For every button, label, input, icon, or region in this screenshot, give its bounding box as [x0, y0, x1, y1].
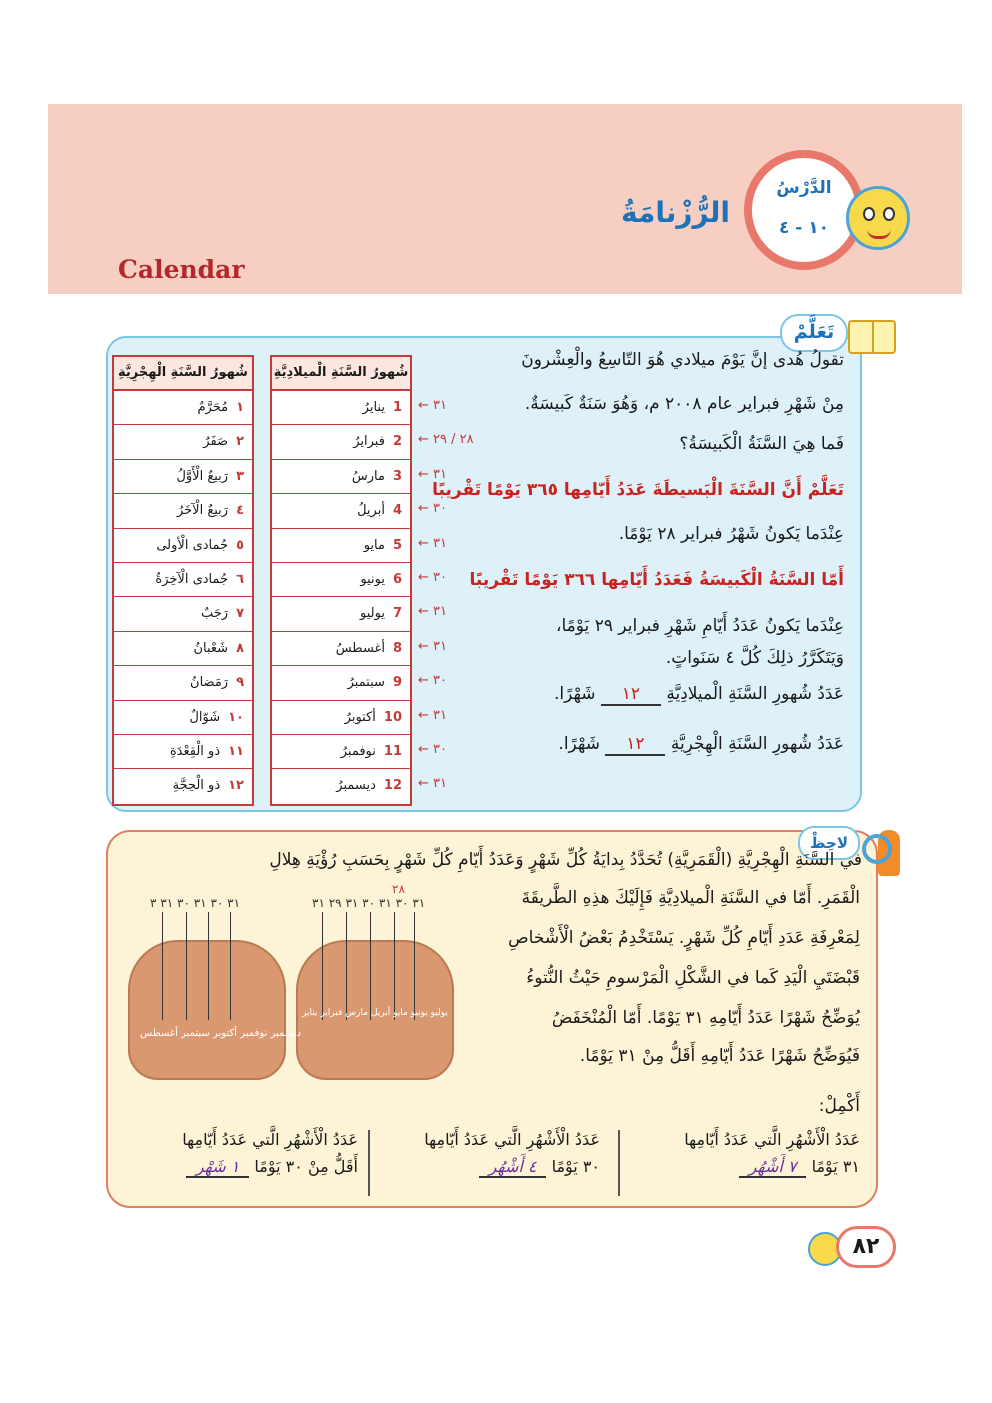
- arrow-left-icon: ←: [418, 673, 429, 689]
- hijri-months-table: [112, 355, 254, 806]
- clock-mouth-icon: [867, 229, 891, 239]
- magnifier-icon: [862, 834, 892, 864]
- learn-line: فَما هِيَ السَّنَةُ الْكَبيسَةُ؟: [679, 434, 844, 454]
- table-row: ١١ ذو الْقِعْدَةِ: [114, 735, 252, 769]
- table-row: 7 يوليو: [272, 597, 410, 631]
- pointer-line: [414, 912, 415, 1020]
- day-count-mark: ← ٣٠: [418, 569, 448, 585]
- day-count-mark: ← ٣١: [418, 398, 448, 413]
- table-header: شُهورُ السَّنَةِ الْميلادِيَّةِ: [272, 357, 410, 391]
- table-row: ٩ رَمَضانُ: [114, 666, 252, 700]
- day-count-mark: ← ٣١: [418, 776, 448, 792]
- greg-months-count-line: [554, 684, 844, 706]
- hijri-count-label: عَدَدُ شُهورِ السَّنَةِ الْهِجْرِيَّةِ: [670, 734, 844, 754]
- arrow-left-icon: ←: [418, 398, 429, 413]
- table-row: 3 مارسُ: [272, 460, 410, 494]
- day-count-mark: ← ٢٨ / ٢٩: [418, 432, 474, 448]
- arrow-left-icon: ←: [418, 466, 429, 482]
- table-row: 1 ينايرُ: [272, 391, 410, 425]
- notice-label: لاحِظْ: [798, 826, 860, 860]
- right-hand-day-numbers: ٣١ ٣٠ ٣١ ٣٠ ٣١ ٢٩ ٣١: [312, 896, 426, 910]
- left-hand-months: ديسمبر نوفمبر أكتوبر سبتمبر أغسطس: [140, 1028, 301, 1039]
- learn-line: مِنْ شَهْرِ فبراير عام ٢٠٠٨ م، وَهُوَ سَنَةٌ كَبيسَةٌ.: [524, 394, 844, 414]
- day-count-mark: ← ٣٠: [418, 741, 448, 757]
- pointer-line: [230, 912, 231, 1020]
- divider: [368, 1130, 370, 1196]
- table-row: ٣ رَبيعٌ الْأَوَّلُ: [114, 460, 252, 494]
- pointer-line: [394, 912, 395, 1020]
- february-leap-days: ٢٨: [392, 882, 405, 896]
- pointer-line: [346, 912, 347, 1020]
- greg-count-label: عَدَدُ شُهورِ السَّنَةِ الْميلادِيَّةِ: [666, 684, 844, 704]
- learn-line: عِنْدَما يَكونُ شَهْرُ فبراير ٢٨ يَوْمًا.: [618, 524, 844, 544]
- day-count-mark: ← ٣١: [418, 535, 448, 551]
- arrow-left-icon: ←: [418, 535, 429, 551]
- exercise-less-30-days: عَدَدُ الْأَشْهُرِ الَّتي عَدَدُ أَيّامِها أَقَلُّ مِنْ ٣٠ يَوْمًا ١ شَهْر: [182, 1130, 358, 1176]
- left-fist-image: [128, 940, 286, 1080]
- arrow-left-icon: ←: [418, 432, 429, 448]
- pointer-line: [186, 912, 187, 1020]
- answer-31-days[interactable]: ٧ أَشْهُر: [739, 1157, 807, 1178]
- answer-30-days[interactable]: ٤ أَشْهُر: [479, 1157, 547, 1178]
- lesson-number: ١٠ - ٤: [778, 218, 830, 238]
- clock-eye-icon: [883, 207, 895, 221]
- table-row: ٧ رَجَبٌ: [114, 597, 252, 631]
- hijri-months-count-line: [558, 734, 844, 756]
- hijri-count-answer[interactable]: ١٢: [605, 734, 665, 756]
- table-row: 8 أغسطسُ: [272, 632, 410, 666]
- notice-line: يُوَضِّحُ شَهْرًا عَدَدُ أَيّامِهِ ٣١ يَوْمًا. أَمّا الْمُنْخَفَضُ: [551, 1008, 860, 1028]
- table-row: ٢ صَفَرٌ: [114, 425, 252, 459]
- complete-label: أَكْمِلْ:: [818, 1096, 860, 1116]
- table-row: 12 ديسمبرُ: [336, 778, 402, 794]
- learn-line-highlight: أَمّا السَّنَةُ الْكَبيسَةُ فَعَدَدُ أَيّامِها ٣٦٦ يَوْمًا تَقْريبًا: [469, 570, 844, 590]
- divider: [618, 1130, 620, 1196]
- notice-line: فَيُوَضِّحُ شَهْرًا عَدَدُ أَيّامِهِ أَقَلُّ مِنْ ٣١ يَوْمًا.: [579, 1046, 860, 1066]
- pointer-line: [370, 912, 371, 1020]
- day-count-mark: ← ٣١: [418, 466, 448, 482]
- gregorian-months-table: [270, 355, 412, 806]
- day-count-mark: ← ٣١: [418, 604, 448, 620]
- arrow-left-icon: ←: [418, 741, 429, 757]
- clock-eye-icon: [863, 207, 875, 221]
- greg-count-suffix: شَهْرًا.: [553, 684, 596, 704]
- notice-line: لِمَعْرِفَةِ عَدَدِ أَيّامِ كُلِّ شَهْرٍ. يَسْتَخْدِمُ بَعْضُ الْأَشْخاصِ: [508, 928, 860, 948]
- learn-label: تَعَلَّمْ: [780, 314, 848, 352]
- table-row: ٤ رَبيعٌ الْآخَرُ: [114, 494, 252, 528]
- answer-less-30-days[interactable]: ١ شَهْر: [186, 1157, 249, 1178]
- table-row: 6 يونيو: [272, 563, 410, 597]
- exercise-30-days: عَدَدُ الْأَشْهُرِ الَّتي عَدَدُ أَيّامِها ٣٠ يَوْمًا ٤ أَشْهُر: [424, 1130, 600, 1176]
- table-row: 10 أكتوبرُ: [272, 701, 410, 735]
- table-row: ١٢ ذو الْحِجَّةِ: [172, 778, 244, 794]
- lesson-label: الدَّرْسُ: [776, 178, 832, 198]
- book-icon: [848, 320, 896, 354]
- arrow-left-icon: ←: [418, 707, 429, 723]
- table-row: 9 سبتمبرُ: [272, 666, 410, 700]
- hijri-count-suffix: شَهْرًا.: [558, 734, 601, 754]
- pointer-line: [162, 912, 163, 1020]
- notice-line: الْقَمَرِ. أَمّا في السَّنَةِ الْميلادِيَّةِ فَإِلَيْكَ هذِهِ الطَّريقَةَ: [521, 888, 860, 908]
- arrow-left-icon: ←: [418, 569, 429, 585]
- title-english: Calendar: [118, 255, 245, 284]
- day-count-mark: ← ٣٠: [418, 673, 448, 689]
- days-annotation-column: [418, 389, 474, 802]
- exercise-31-days: عَدَدُ الْأَشْهُرِ الَّتي عَدَدُ أَيّامِها ٣١ يَوْمًا ٧ أَشْهُر: [684, 1130, 860, 1176]
- arrow-left-icon: ←: [418, 501, 429, 517]
- table-row: ٦ جُمادى الْآخِرَةُ: [114, 563, 252, 597]
- arrow-left-icon: ←: [418, 604, 429, 620]
- arrow-left-icon: ←: [418, 638, 429, 654]
- arrow-left-icon: ←: [418, 776, 429, 792]
- pointer-line: [322, 912, 323, 1020]
- alarm-clock-icon: [846, 186, 910, 250]
- table-row: ٨ شَعْبانُ: [114, 632, 252, 666]
- page-number: ٨٢: [836, 1226, 896, 1268]
- table-header: شُهورُ السَّنَةِ الْهِجْرِيَّةِ: [114, 357, 252, 391]
- notice-line: في السَّنَةِ الْهِجْرِيَّةِ (الْقَمَرِيَّةِ) تُحَدَّدُ بِدايَةُ كُلِّ شَهْرٍ وَعَدَدُ أَيّامِ كُلِّ شَهْرٍ بِحَسَبِ رُؤْيَةِ هِلالِ: [269, 850, 862, 870]
- table-row: ١ مُحَرَّمٌ: [114, 391, 252, 425]
- greg-count-answer[interactable]: ١٢: [601, 684, 661, 706]
- learn-line: وَيَتَكَرَّرُ ذلِكَ كُلَّ ٤ سَنَواتٍ.: [665, 648, 844, 668]
- pointer-line: [208, 912, 209, 1020]
- day-count-mark: ← ٣١: [418, 707, 448, 723]
- right-hand-months: يوليو يونيو مايو أبريل مارس فبراير يناير: [302, 1008, 448, 1018]
- learn-line: عِنْدَما يَكونُ عَدَدُ أَيّامِ شَهْرِ فبراير ٢٩ يَوْمًا،: [556, 616, 844, 636]
- table-row: 5 مايو: [272, 529, 410, 563]
- lesson-title: الرُّزْنامَةُ: [621, 196, 730, 229]
- learn-line: تقولُ هُدى إنَّ يَوْمَ ميلادي هُوَ التّاسِعُ والْعِشْرونَ: [521, 350, 844, 370]
- notice-line: قَبْضَتَيِ الْيَدِ كَما في الشَّكْلِ الْمَرْسومِ حَيْثُ النُّتوءُ: [526, 968, 860, 988]
- day-count-mark: ← ٣١: [418, 638, 448, 654]
- table-row: 4 أبريلُ: [272, 494, 410, 528]
- table-row: ١٠ شَوّالٌ: [114, 701, 252, 735]
- learn-line-highlight: تَعَلَّمْ أَنَّ السَّنَةَ الْبَسيطَةَ عَدَدُ أَيّامِها ٣٦٥ يَوْمًا تَقْريبًا: [432, 480, 844, 500]
- table-row: 2 فبرايرُ: [272, 425, 410, 459]
- left-hand-day-numbers: ٣١ ٣٠ ٣١ ٣٠ ٣١ ٣: [150, 896, 241, 910]
- day-count-mark: ← ٣٠: [418, 501, 448, 517]
- table-row: ٥ جُمادى الْأولى: [114, 529, 252, 563]
- table-row: 11 نوفمبرُ: [272, 735, 410, 769]
